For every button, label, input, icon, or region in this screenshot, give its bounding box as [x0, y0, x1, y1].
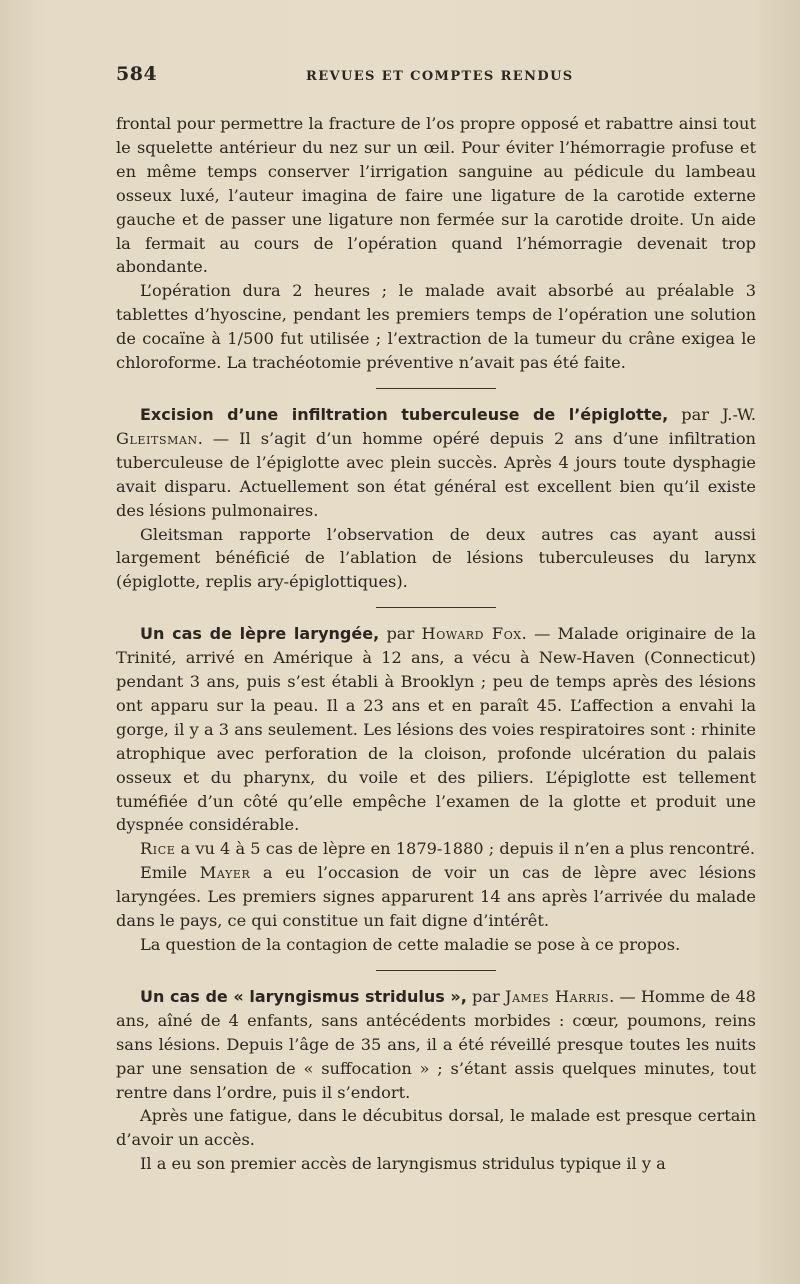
section-text: . — Malade originaire de la Trinité, arrivé en Amérique à 12 ans, a vécu à New-Haven (Connecticut) pendant 3 ans, puis s’est établi à Brooklyn ; peu de temps après des lésions ont apparu sur la peau. Il a 23 ans et en paraît 45. L’affection a envahi la gorge, il y a 3 ans seulement. Les lésions des voies respiratoires sont : rhinite atrophique avec perforation de la cloison, profonde ulcération du palais osseux et du pharynx, du voile et des piliers. L’épiglotte est tellement tuméfiée d’un côté qu’elle empêche l’examen de la glotte et produit une dyspnée considérable.	[116, 624, 756, 835]
page-header	[116, 63, 756, 88]
paragraph-mayer	[116, 861, 756, 933]
section-author: Gleitsman	[116, 428, 198, 448]
author-mayer: Mayer	[199, 863, 251, 883]
paragraph-continuation: frontal pour permettre la fracture de l’os propre opposé et rabattre ainsi tout le squelette antérieur du nez sur un œil. Pour éviter l’hémorragie profuse et en même temps conserver l’irrigation sanguine au pédicule du lambeau osseux luxé, l’auteur imagina de faire une ligature de la carotide externe gauche et de passer une ligature non fermée sur la carotide droite. Un aide la fermait au cours de l’opération quand l’hémorragie devenait trop abondante.	[116, 114, 756, 277]
section-by: par	[379, 624, 422, 644]
section-lepre	[116, 622, 756, 837]
section-epiglotte	[116, 403, 756, 523]
page-body	[116, 112, 756, 1176]
page-number: 584	[116, 63, 158, 85]
section-divider	[376, 607, 496, 608]
section-by: par	[466, 986, 505, 1006]
paragraph-contagion: La question de la contagion de cette maladie se pose à ce propos.	[140, 935, 681, 954]
section-by: par J.-W.	[668, 404, 756, 424]
section-author: Howard Fox	[421, 624, 522, 644]
section-text: . — Il s’agit d’un homme opéré depuis 2 ans d’une infiltration tuberculeuse de l’épiglotte avec plein succès. Après 4 jours toute dysphagie avait disparu. Actuellement son état général est excellent bien qu’il existe des lésions pulmonaires.	[116, 428, 756, 520]
paragraph-rice-text: a vu 4 à 5 cas de lèpre en 1879-1880 ; depuis il n’en a plus rencontré.	[175, 839, 756, 859]
section-title-epiglotte: Excision d’une infiltration tuberculeuse de l’épiglotte,	[140, 404, 669, 424]
paragraph-gleitsman: Gleitsman rapporte l’observation de deux autres cas ayant aussi largement bénéficié de l’ablation de lésions tuberculeuses du larynx (épiglotte, replis ary-épiglottiques).	[116, 524, 756, 592]
author-firstname: Emile	[140, 863, 200, 883]
paragraph-rice	[116, 837, 756, 861]
section-title-lepre: Un cas de lèpre laryngée,	[140, 624, 380, 644]
section-author: James Harris	[504, 986, 610, 1006]
section-text: . — Homme de 48 ans, aîné de 4 enfants, sans antécédents morbides : cœur, poumons, reins sans lésions. Depuis l’âge de 35 ans, il a été réveillé presque toutes les nuits par une sensation de « suffocation » ; s’étant assis quelques minutes, tout rentre dans l’ordre, puis il s’endort.	[116, 986, 756, 1102]
running-title: REVUES ET COMPTES RENDUS	[306, 69, 574, 84]
paragraph-fatigue: Après une fatigue, dans le décubitus dorsal, le malade est presque certain d’avoir un accès.	[116, 1106, 756, 1150]
author-rice: Rice	[140, 839, 176, 859]
paragraph-mayer-text: a eu l’occasion de voir un cas de lèpre avec lésions laryngées. Les premiers signes apparurent 14 ans après l’arrivée du malade dans le pays, ce qui constitue un fait digne d’intérêt.	[116, 863, 756, 931]
paragraph-operation: L’opération dura 2 heures ; le malade avait absorbé au préalable 3 tablettes d’hyoscine, pendant les premiers temps de l’opération une solution de cocaïne à 1/500 fut utilisée ; l’extraction de la tumeur du crâne exigea le chloroforme. La trachéotomie préventive n’avait pas été faite.	[116, 281, 756, 373]
section-divider	[376, 970, 496, 971]
section-divider	[376, 388, 496, 389]
section-title-laryngismus: Un cas de « laryngismus stridulus »,	[140, 986, 467, 1006]
section-laryngismus	[116, 985, 756, 1105]
paragraph-premier-acces: Il a eu son premier accès de laryngismus stridulus typique il y a	[140, 1154, 666, 1174]
